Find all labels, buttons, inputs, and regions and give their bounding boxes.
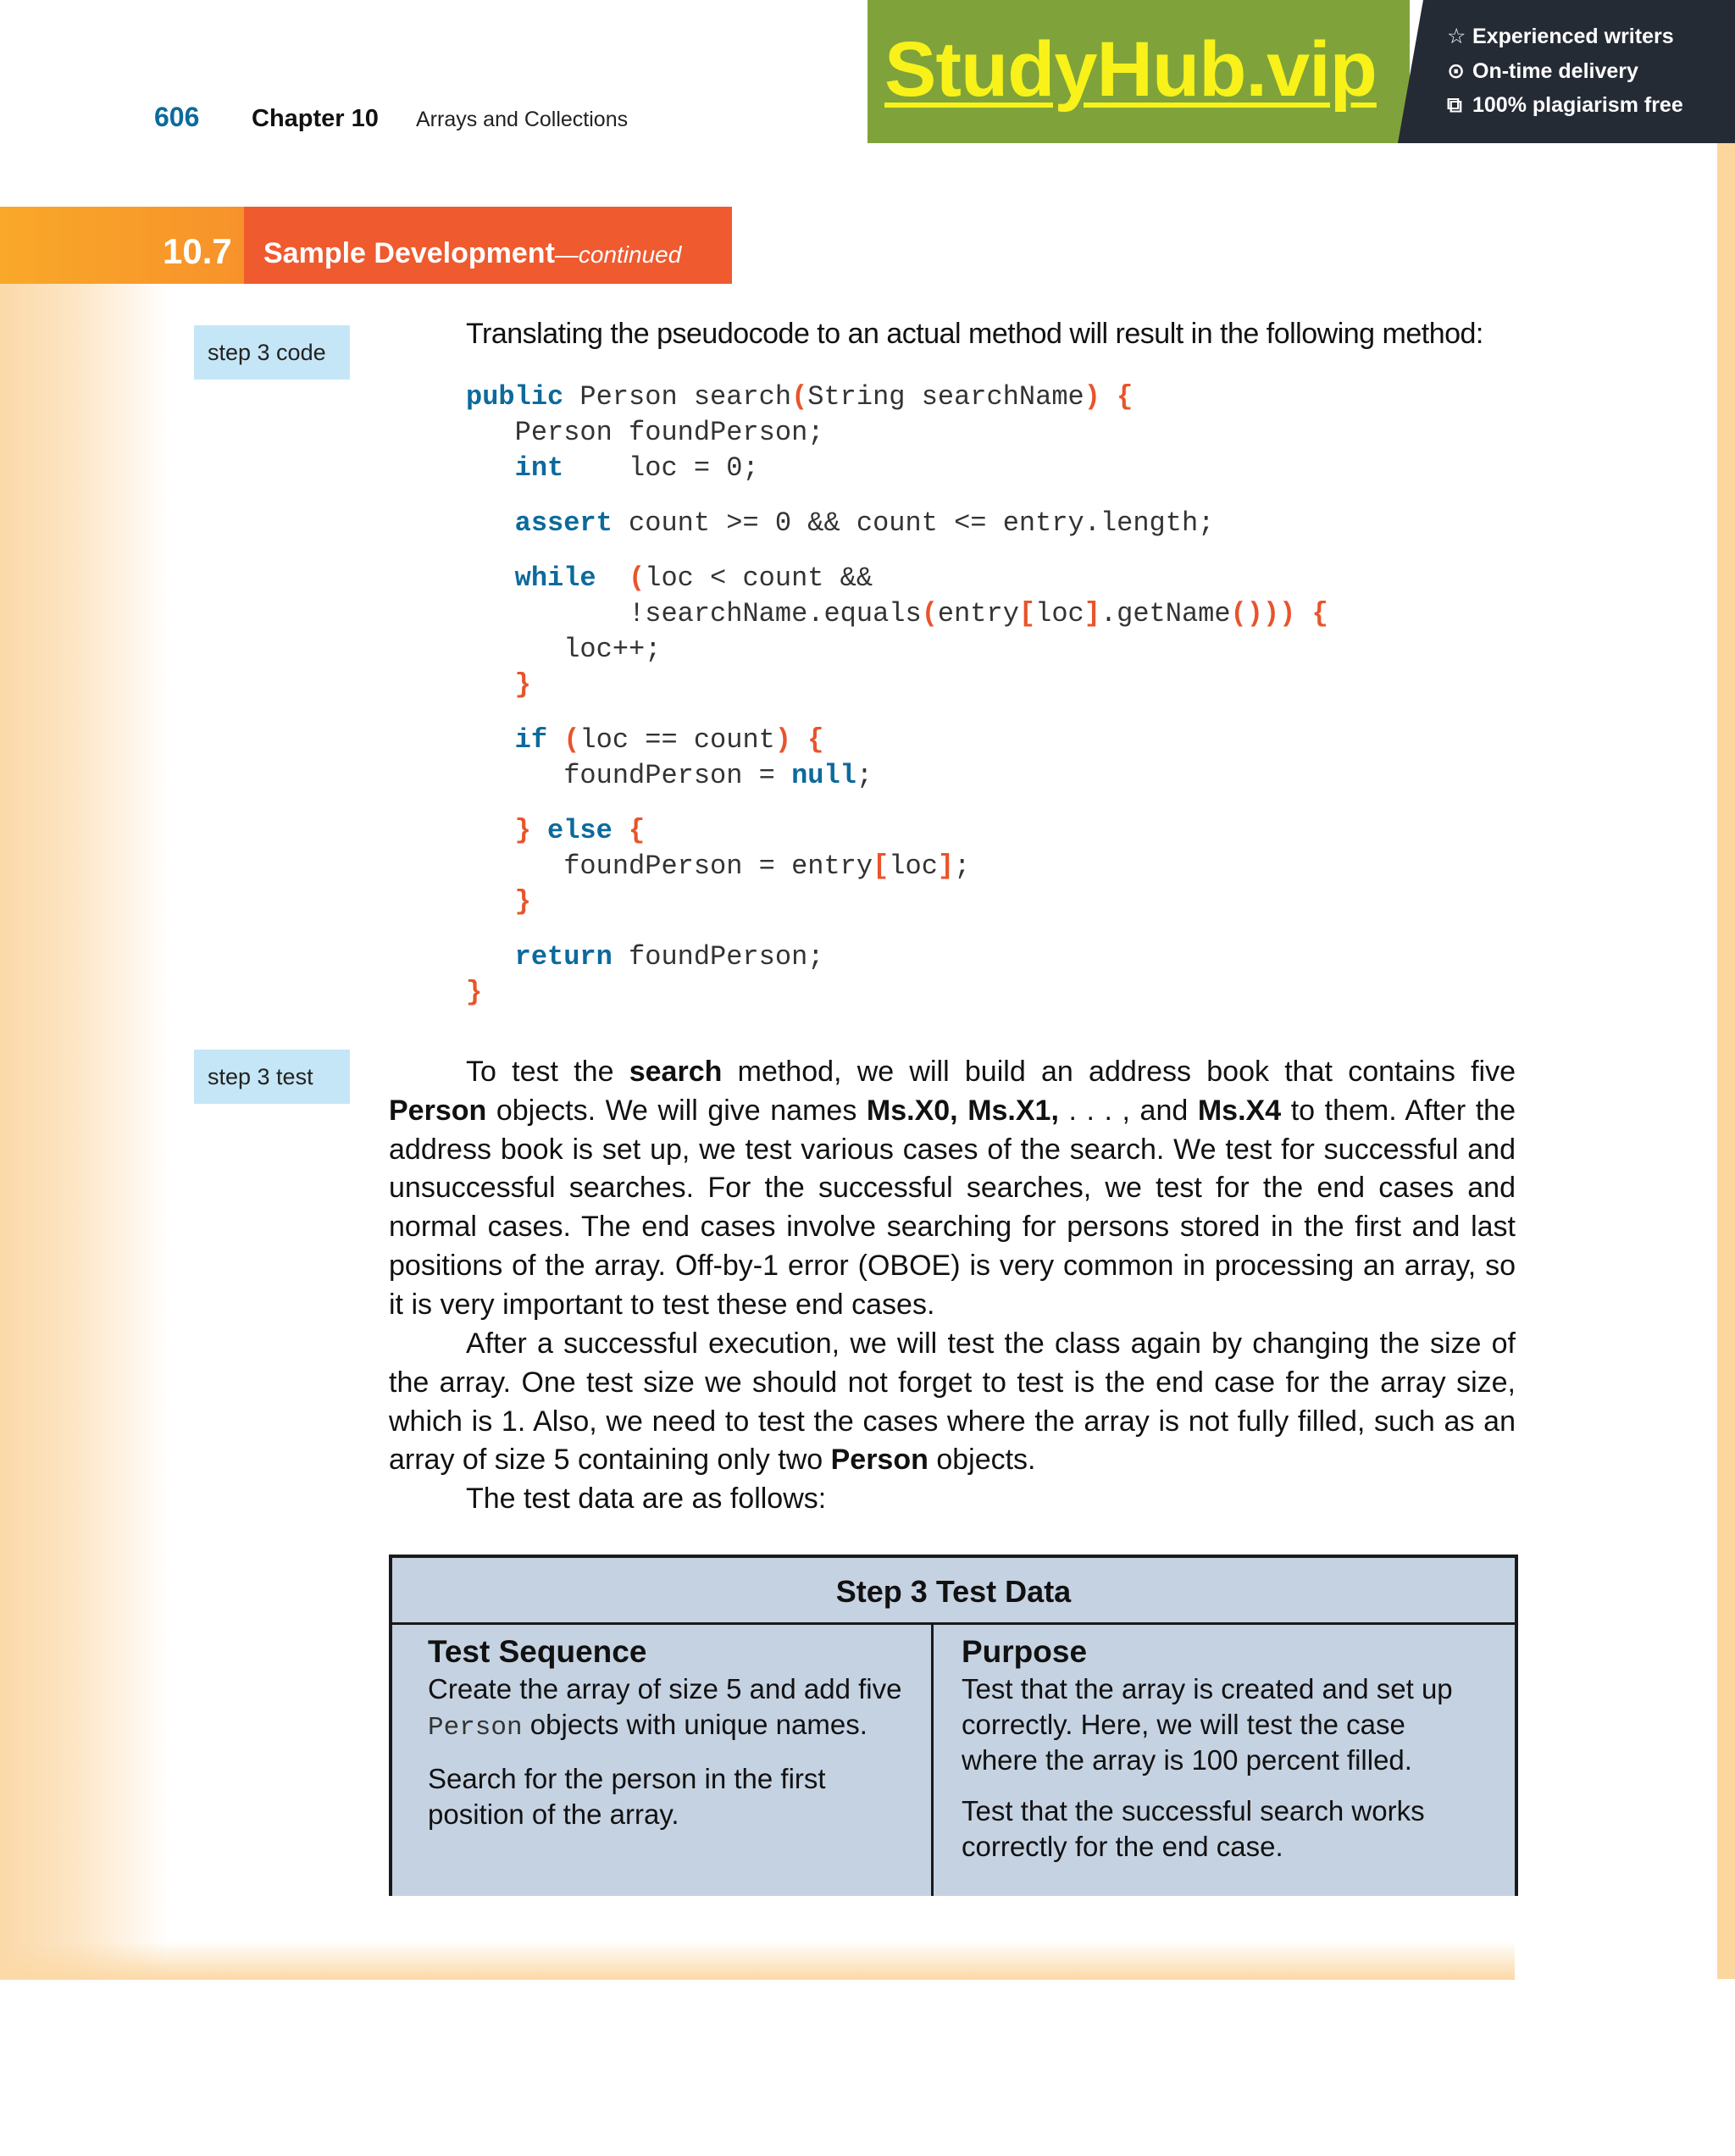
clock-icon: ⊙ [1447, 59, 1465, 83]
code-line: return foundPerson; [514, 941, 824, 973]
purpose-header: Purpose [962, 1634, 1088, 1669]
code-line: foundPerson = entry[loc]; [466, 851, 971, 882]
paragraph-array-size-test: After a successful execution, we will test the class again by changing the size of the array. One test size we should not forget to test is the end case for the array size, which is 1. Also, we need to test the cases where the array is not fully filled, such as an array of size 5 containing only two Person objects. [389, 1327, 1516, 1477]
table-title: Step 3 Test Data [392, 1558, 1515, 1625]
code-line: } [466, 977, 483, 1008]
code-line: !searchName.equals(entry[loc].getName())) { [466, 598, 1328, 629]
copy-icon: ⧉ [1447, 93, 1462, 117]
code-line: int loc = 0; [514, 452, 759, 484]
code-line: while (loc < count && [514, 563, 873, 594]
paragraph-test-data-intro: The test data are as follows: [466, 1483, 827, 1515]
table-cell: Create the array of size 5 and add five Person objects with unique names. [428, 1673, 902, 1743]
code-line: assert count >= 0 && count <= entry.length; [514, 507, 1215, 539]
code-line: loc++; [466, 634, 662, 665]
section-number: 10.7 [163, 231, 232, 271]
test-sequence-column [428, 1632, 911, 1848]
watermark-brand: StudyHub.vip [884, 26, 1377, 113]
test-sequence-header: Test Sequence [428, 1634, 647, 1669]
section-continued: —continued [554, 241, 682, 268]
table-column-divider [931, 1625, 934, 1896]
code-line: } [514, 669, 531, 701]
section-title: Sample Development—continued [263, 237, 682, 269]
bottom-margin-band [0, 1942, 1515, 1980]
code-line: } [514, 886, 531, 917]
left-margin-band [0, 284, 169, 1978]
right-margin-stripe [1717, 142, 1735, 1979]
table-cell: Search for the person in the first position of the array. [428, 1763, 826, 1830]
page-number: 606 [154, 102, 200, 132]
chapter-title: Arrays and Collections [416, 108, 629, 131]
code-line: } else { [514, 815, 646, 846]
table-cell: Test that the array is created and set up correctly. Here, we will test the case where the array is 100 percent filled. [962, 1673, 1453, 1776]
test-data-table [389, 1555, 1518, 1896]
intro-text: Translating the pseudocode to an actual method will result in the following method: [466, 318, 1483, 350]
paragraph-search-test: To test the search method, we will build an address book that contains five Person objects. We will give names Ms.X0, Ms.X1, . . . , and Ms.X4 to them. After the address book is set up, we test various cases of the search. We test for successful and unsuccessful searches. For the successful searches, we test for the end cases and normal cases. The end cases involve searching for persons stored in the first and last positions of the array. Off-by-1 error (OBOE) is very common in processing an array, so it is very important to test these end cases. [389, 1056, 1516, 1321]
watermark-feature: ⧉ 100% plagiarism free [1447, 93, 1683, 117]
watermark-feature: ☆ Experienced writers [1447, 25, 1674, 48]
watermark-feature: ⊙ On-time delivery [1447, 59, 1638, 83]
chapter-label: Chapter 10 [252, 105, 379, 132]
step-3-test-label: step 3 test [194, 1050, 350, 1104]
code-line: Person foundPerson; [466, 417, 824, 448]
code-line: if (loc == count) { [514, 724, 824, 756]
star-icon: ☆ [1447, 25, 1466, 48]
code-line: public Person search(String searchName) { [466, 381, 1134, 413]
step-3-code-label: step 3 code [194, 325, 350, 380]
code-line: foundPerson = null; [466, 760, 873, 791]
purpose-column [962, 1632, 1487, 1880]
table-cell: Test that the successful search works correctly for the end case. [962, 1795, 1425, 1862]
